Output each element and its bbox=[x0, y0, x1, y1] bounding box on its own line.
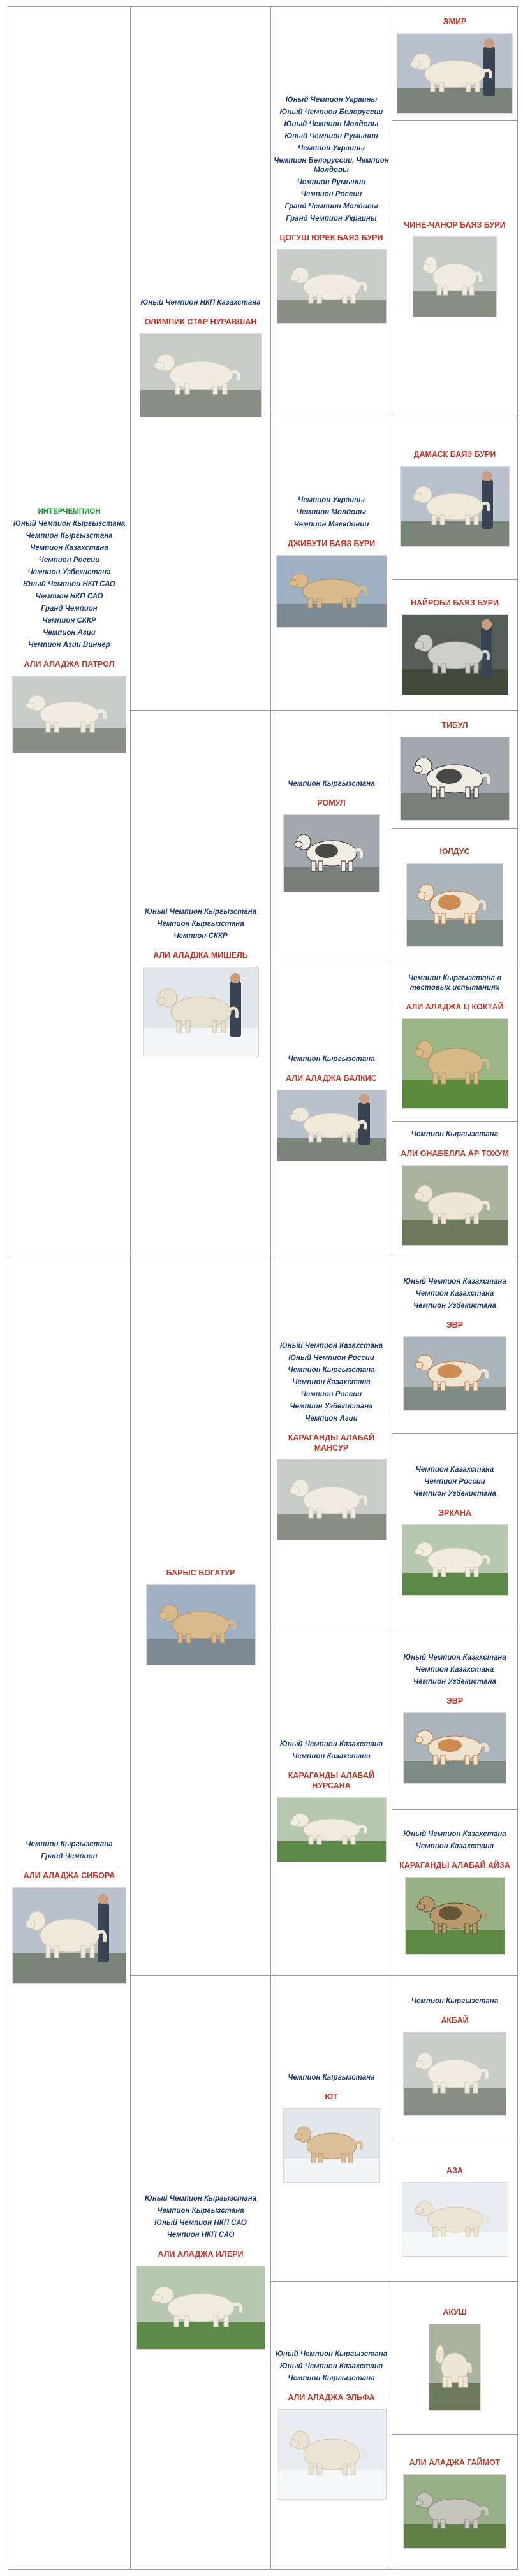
pedigree-cell-mansur bbox=[271, 1255, 392, 1628]
dog-title: Чемпион Белоруссии, Чемпион Молдовы bbox=[274, 157, 389, 174]
dog-title: Чемпион НКП САО bbox=[166, 2231, 235, 2239]
dog-titles bbox=[411, 1127, 498, 1142]
dog-title: Юный Чемпион Казахстана bbox=[403, 1830, 506, 1838]
dog-titles bbox=[280, 1737, 383, 1764]
dog-name: ТИБУЛ bbox=[441, 721, 468, 730]
dog-title: Юный Чемпион Кыргызстана bbox=[144, 2194, 257, 2203]
dog-title: Юный Чемпион Кыргызстана bbox=[275, 2350, 388, 2358]
dog-titles bbox=[288, 1052, 374, 1067]
dog-title: Чемпион Кыргызстана bbox=[288, 1055, 375, 1063]
pedigree-cell-evr1 bbox=[392, 1255, 518, 1434]
dog-name: КАРАГАНДЫ АЛАБАЙ НУРСАНА bbox=[288, 1771, 375, 1790]
dog-title: Чемпион Узбекистана bbox=[290, 1403, 373, 1410]
dog-titles bbox=[145, 905, 256, 944]
dog-titles bbox=[276, 2347, 387, 2386]
dog-title: Юный Чемпион Молдовы bbox=[284, 120, 379, 128]
dog-title: Чемпион Македонии bbox=[293, 520, 369, 528]
dog-title: Гранд Чемпион bbox=[41, 1852, 98, 1860]
dog-title: Чемпион Узбекистана bbox=[413, 1677, 497, 1686]
dog-name: АЛИ АЛАДЖА ПАТРОЛ bbox=[24, 660, 115, 669]
dog-title: Чемпион Кыргызстана bbox=[26, 1840, 113, 1848]
dog-name: ЭВР bbox=[446, 1696, 464, 1705]
pedigree-cell-koktai bbox=[392, 962, 518, 1122]
dog-photo bbox=[400, 737, 510, 821]
dog-photo bbox=[277, 1797, 387, 1862]
dog-title: Чемпион Узбекистана bbox=[27, 568, 111, 576]
dog-photo bbox=[140, 333, 262, 417]
dog-photo bbox=[400, 466, 510, 547]
dog-titles bbox=[294, 493, 369, 532]
dog-title: Чемпион Румынии bbox=[297, 178, 366, 186]
dog-title: Чемпион Казахстана bbox=[415, 1289, 494, 1298]
pedigree-cell-nairobi bbox=[392, 580, 518, 711]
dog-title: Чемпион Казахстана bbox=[415, 1465, 494, 1473]
dog-name: ЭМИР bbox=[443, 17, 467, 26]
pedigree-cell-barys bbox=[131, 1255, 271, 1976]
dog-name: АЛИ АЛАДЖА СИБОРА bbox=[23, 1870, 115, 1880]
dog-photo bbox=[402, 1018, 508, 1109]
pedigree-cell-yuldus bbox=[392, 829, 518, 962]
dog-photo bbox=[12, 1887, 126, 1984]
dog-title: Юный Чемпион Белоруссии bbox=[279, 108, 383, 116]
pedigree-cell-romul bbox=[271, 711, 392, 962]
dog-name: АЛИ АЛАДЖА ЭЛЬФА bbox=[288, 2393, 375, 2402]
dog-title: Юный Чемпион Румынии bbox=[284, 133, 378, 140]
dog-title: Юный Чемпион Казахстана bbox=[403, 1277, 506, 1285]
dog-title: Чемпион Украины bbox=[298, 145, 365, 152]
dog-title: Чемпион Кыргызстана bbox=[411, 1130, 499, 1138]
dog-titles bbox=[26, 1837, 112, 1864]
dog-titles bbox=[271, 93, 392, 226]
dog-title: Чемпион России bbox=[424, 1477, 485, 1486]
dog-name: ЧИНЕ-ЧАНОР БАЯЗ БУРИ bbox=[404, 221, 506, 229]
dog-title: Чемпион Казахстана bbox=[415, 1842, 494, 1850]
dog-photo bbox=[12, 676, 126, 753]
dog-photo bbox=[403, 2032, 506, 2116]
dog-title: Чемпион Кыргызстана bbox=[288, 779, 375, 788]
pedigree-cell-akbai bbox=[392, 1976, 518, 2138]
dog-title: Чемпион Казахстана bbox=[30, 544, 108, 552]
pedigree-cell-aiza bbox=[392, 1810, 518, 1976]
dog-photo bbox=[277, 2409, 387, 2500]
dog-photo bbox=[402, 1165, 508, 1246]
dog-name: БАРЫС БОГАТУР bbox=[166, 1568, 235, 1577]
dog-title: Чемпион Азии bbox=[305, 1415, 358, 1422]
dog-photo bbox=[397, 33, 513, 114]
dog-photo bbox=[402, 614, 508, 695]
pedigree-cell-yut bbox=[271, 1976, 392, 2282]
dog-name: АЛИ АЛАДЖА ГАЙМОТ bbox=[409, 2458, 501, 2467]
pedigree-cell-evr2 bbox=[392, 1628, 518, 1810]
dog-name: ЦОГУШ ЮРЕК БАЯЗ БУРИ bbox=[279, 233, 383, 242]
pedigree-cell-chine bbox=[392, 121, 518, 414]
dog-titles bbox=[145, 2192, 256, 2243]
dog-title: ИНТЕРЧЕМПИОН bbox=[38, 508, 101, 516]
dog-photo bbox=[403, 1712, 506, 1784]
dog-name: КАРАГАНДЫ АЛАБАЙ АЙЗА bbox=[399, 1860, 510, 1870]
dog-titles bbox=[288, 777, 374, 792]
pedigree-cell-ileri bbox=[131, 1976, 271, 2570]
dog-title: Юный Чемпион Казахстана bbox=[403, 1653, 506, 1661]
dog-title: Гранд Чемпион Украины bbox=[286, 215, 377, 222]
dog-name: РОМУЛ bbox=[317, 798, 346, 807]
dog-name: АЛИ АЛАДЖА МИШЕЛЬ bbox=[153, 950, 248, 960]
pedigree-cell-erkana bbox=[392, 1434, 518, 1628]
dog-name: ОЛИМПИК СТАР НУРАВШАН bbox=[144, 317, 257, 326]
pedigree-cell-elfa bbox=[271, 2282, 392, 2570]
dog-title: Гранд Чемпион Молдовы bbox=[284, 203, 378, 210]
dog-title: Юный Чемпион Кыргызстана bbox=[13, 520, 126, 528]
dog-photo bbox=[143, 967, 259, 1057]
dog-title: Чемпион Молдовы bbox=[297, 508, 366, 516]
dog-titles bbox=[403, 1827, 506, 1854]
pedigree-cell-aza bbox=[392, 2138, 518, 2282]
dog-title: Чемпион Кыргызстана bbox=[157, 920, 244, 928]
dog-title: Чемпион Азии bbox=[43, 629, 96, 637]
dog-photo bbox=[283, 814, 380, 892]
dog-title: Чемпион Казахстана bbox=[292, 1753, 371, 1760]
dog-name: АКУШ bbox=[443, 2308, 467, 2317]
dog-photo bbox=[405, 1877, 505, 1955]
pedigree-cell-tsogush bbox=[271, 6, 392, 414]
dog-title: Юный Чемпион НКП САО bbox=[23, 581, 115, 588]
pedigree-cell-nursana bbox=[271, 1628, 392, 1976]
dog-photo bbox=[277, 249, 387, 324]
dog-title: Чемпион Кыргызстана bbox=[26, 532, 113, 540]
dog-name: ДАМАСК БАЯЗ БУРИ bbox=[413, 450, 496, 459]
pedigree-cell-olimpik bbox=[131, 6, 271, 711]
pedigree-cell-tibul bbox=[392, 711, 518, 829]
dog-title: Чемпион Кыргызстана bbox=[288, 1366, 375, 1374]
dog-title: Чемпион России bbox=[300, 191, 362, 198]
dog-name: ЮТ bbox=[325, 2092, 338, 2101]
dog-photo bbox=[136, 2266, 265, 2350]
dog-photo bbox=[277, 1090, 387, 1161]
dog-name: НАЙРОБИ БАЯЗ БУРИ bbox=[411, 598, 499, 607]
dog-title: Чемпион Кыргызстана bbox=[157, 2206, 244, 2215]
dog-name: КАРАГАНДЫ АЛАБАЙ МАНСУР bbox=[288, 1433, 375, 1452]
dog-photo bbox=[402, 2182, 508, 2257]
dog-title: Юный Чемпион Казахстана bbox=[279, 2363, 383, 2370]
dog-photo bbox=[413, 236, 497, 317]
dog-name: АКБАЙ bbox=[441, 2015, 469, 2025]
dog-photo bbox=[277, 1459, 387, 1540]
pedigree-cell-damask bbox=[392, 414, 518, 580]
pedigree-cell-gaimot bbox=[392, 2435, 518, 2570]
dog-photo bbox=[403, 1336, 506, 1411]
dog-titles bbox=[403, 1651, 506, 1690]
dog-title: Юный Чемпион НКП Казахстана bbox=[140, 299, 261, 307]
dog-title: Чемпион Казахстана bbox=[292, 1378, 371, 1386]
dog-name: АЛИ АЛАДЖА БАЛКИС bbox=[286, 1074, 377, 1083]
dog-title: Чемпион Кыргызстана bbox=[288, 2073, 375, 2081]
pedigree-cell-balkis bbox=[271, 962, 392, 1255]
pedigree-cell-emir bbox=[392, 6, 518, 121]
dog-titles bbox=[13, 505, 125, 653]
dog-title: Юный Чемпион Казахстана bbox=[279, 1342, 383, 1350]
dog-name: АЛИ ОНАБЕЛЛА АР ТОХУМ bbox=[401, 1148, 509, 1158]
pedigree-cell-patrol bbox=[8, 6, 131, 1255]
dog-titles bbox=[392, 971, 517, 995]
dog-title: Юный Чемпион Кыргызстана bbox=[144, 908, 257, 916]
dog-title: Чемпион Узбекистана bbox=[413, 1301, 497, 1310]
dog-photo bbox=[146, 1584, 256, 1665]
dog-title: Чемпион Кыргызстана bbox=[288, 2375, 375, 2382]
dog-photo bbox=[406, 863, 503, 947]
dog-title: Юный Чемпион Украины bbox=[285, 96, 378, 104]
dog-titles bbox=[288, 2071, 374, 2085]
dog-titles bbox=[403, 1275, 506, 1313]
pedigree-cell-mishel bbox=[131, 711, 271, 1255]
dog-titles bbox=[411, 1994, 498, 2009]
dog-title: Чемпион Азии Виннер bbox=[28, 641, 110, 649]
dog-title: Юный Чемпион Казахстана bbox=[279, 1740, 383, 1748]
dog-name: АЛИ АЛАДЖА Ц КОКТАЙ bbox=[406, 1002, 504, 1011]
dog-title: Чемпион Кыргызстана bbox=[411, 1997, 499, 2005]
dog-photo bbox=[429, 2324, 481, 2411]
dog-titles bbox=[280, 1339, 383, 1426]
dog-photo bbox=[276, 555, 387, 628]
pedigree-cell-sibora bbox=[8, 1255, 131, 2570]
dog-name: ЭРКАНА bbox=[438, 1508, 471, 1517]
dog-photo bbox=[402, 1524, 508, 1596]
dog-title: Юный Чемпион России bbox=[288, 1354, 374, 1362]
dog-title: Юный Чемпион НКП САО bbox=[154, 2218, 247, 2227]
dog-photo bbox=[403, 2474, 506, 2549]
dog-name: ДЖИБУТИ БАЯЗ БУРИ bbox=[287, 539, 376, 548]
dog-title: Чемпион Казахстана bbox=[415, 1665, 494, 1674]
dog-name: АЗА bbox=[446, 2166, 463, 2175]
dog-title: Чемпион Узбекистана bbox=[413, 1489, 497, 1498]
dog-title: Гранд Чемпион bbox=[41, 605, 98, 612]
dog-title: Чемпион России bbox=[38, 556, 100, 564]
dog-name: АЛИ АЛАДЖА ИЛЕРИ bbox=[158, 2249, 244, 2259]
dog-title: Чемпион СККР bbox=[42, 617, 96, 625]
dog-name: ЮЛДУС bbox=[439, 846, 470, 856]
dog-title: Чемпион СККР bbox=[173, 932, 228, 940]
pedigree-cell-djibuti bbox=[271, 414, 392, 711]
dog-name: ЭВР bbox=[446, 1320, 464, 1329]
dog-title: Чемпион НКП САО bbox=[35, 593, 103, 600]
dog-title: Чемпион Кыргызстана в тестовых испытаниях bbox=[408, 974, 502, 992]
dog-titles bbox=[413, 1463, 496, 1501]
dog-titles bbox=[140, 296, 260, 310]
pedigree-cell-onabella bbox=[392, 1122, 518, 1255]
pedigree-cell-akush bbox=[392, 2282, 518, 2435]
dog-photo bbox=[283, 2108, 380, 2183]
dog-title: Чемпион России bbox=[300, 1391, 362, 1398]
dog-title: Чемпион Украины bbox=[298, 496, 365, 504]
